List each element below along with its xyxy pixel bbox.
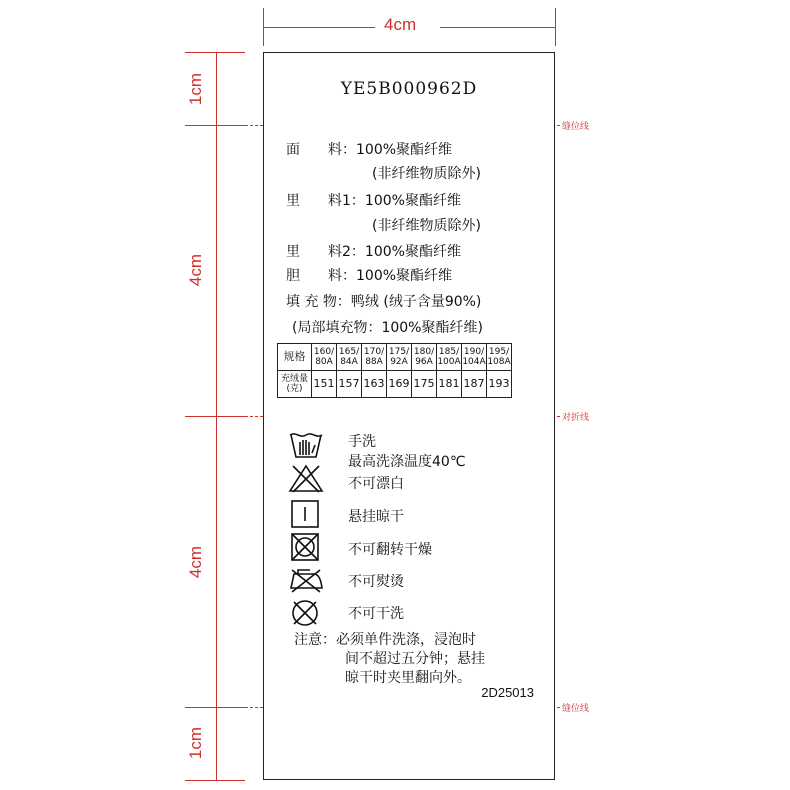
care-text-no-bleach: 不可漂白 <box>348 476 404 492</box>
composition-key: 里 料2： <box>286 244 365 260</box>
height-tick-fold <box>185 416 245 417</box>
size-header: 规格 <box>278 344 312 371</box>
size-cell: 170/ 88A <box>362 344 387 371</box>
composition-value: 鸭绒 (绒子含量90%) <box>350 294 482 310</box>
local-fill-note: (局部填充物：100%聚酯纤维) <box>292 320 483 336</box>
care-text-hand-wash: 手洗 <box>348 434 376 450</box>
composition-value: (非纤维物质除外) <box>372 166 481 182</box>
composition-key: 里 料1： <box>286 193 365 209</box>
care-text-no-dry-clean: 不可干洗 <box>348 606 404 622</box>
size-cell: 175/ 92A <box>387 344 412 371</box>
height-tick-seam1 <box>185 125 245 126</box>
size-cell: 165/ 84A <box>337 344 362 371</box>
composition-key: 胆 料： <box>286 268 356 284</box>
fill-weight-cell: 163 <box>362 371 387 398</box>
width-dim-right-tick <box>555 8 556 46</box>
fill-weight-row <box>278 371 512 398</box>
composition-row-2 <box>372 163 481 183</box>
composition-value: 100%聚酯纤维 <box>356 268 453 284</box>
height-tick-bottom <box>185 780 245 781</box>
no-dry-clean-icon <box>290 598 320 628</box>
width-dim-line-left <box>263 27 375 28</box>
composition-row-5 <box>286 241 461 261</box>
care-note-line: 间不超过五分钟；悬挂 <box>345 651 485 667</box>
composition-row-3 <box>286 190 461 210</box>
fill-weight-cell: 193 <box>487 371 512 398</box>
composition-row-6 <box>286 265 452 285</box>
size-fill-table <box>277 343 512 398</box>
size-cell: 185/ 100A <box>437 344 462 371</box>
fill-weight-cell: 151 <box>312 371 337 398</box>
care-text-no-iron: 不可熨烫 <box>348 574 404 590</box>
seam-line-bottom-label: 缝位线 <box>562 704 590 714</box>
care-text-line-dry: 悬挂晾干 <box>348 509 404 525</box>
composition-row-7 <box>286 291 481 311</box>
bottom-margin-label: 1cm <box>186 726 206 760</box>
care-note-line: 注意：必须单件洗涤，浸泡时 <box>294 632 476 648</box>
fill-weight-cell: 157 <box>337 371 362 398</box>
garment-care-label <box>263 52 555 780</box>
width-dim-line-right <box>440 27 555 28</box>
hand-wash-icon <box>288 429 324 459</box>
height-tick-top <box>185 52 245 53</box>
upper-section-label: 4cm <box>186 253 206 287</box>
fill-weight-cell: 175 <box>412 371 437 398</box>
composition-row-1 <box>286 139 452 159</box>
no-iron-icon <box>288 566 324 594</box>
fill-weight-cell: 169 <box>387 371 412 398</box>
care-note <box>294 631 485 688</box>
fill-weight-cell: 181 <box>437 371 462 398</box>
size-row <box>278 344 512 371</box>
top-margin-label: 1cm <box>186 72 206 106</box>
size-cell: 180/ 96A <box>412 344 437 371</box>
height-tick-seam2 <box>185 707 245 708</box>
fill-weight-header: 充绒量 (克) <box>278 371 312 398</box>
care-note-line: 晾干时夹里翻向外。 <box>345 670 471 686</box>
width-dim-label: 4cm <box>384 15 417 34</box>
size-cell: 195/ 108A <box>487 344 512 371</box>
care-text-max-temp: 最高洗涤温度40℃ <box>348 454 466 470</box>
style-code: YE5B000962D <box>340 79 478 99</box>
composition-row-4 <box>372 215 481 235</box>
composition-value: 100%聚酯纤维 <box>364 193 461 209</box>
lot-number: 2D25013 <box>481 685 534 700</box>
fill-weight-cell: 187 <box>462 371 487 398</box>
size-cell: 160/ 80A <box>312 344 337 371</box>
lower-section-label: 4cm <box>186 545 206 579</box>
composition-value: 100%聚酯纤维 <box>364 244 461 260</box>
seam-line-top-label: 缝位线 <box>562 122 590 132</box>
composition-value: (非纤维物质除外) <box>372 218 481 234</box>
fold-line-label: 对折线 <box>562 413 590 423</box>
line-dry-icon <box>290 499 320 529</box>
no-tumble-dry-icon <box>290 532 320 562</box>
composition-value: 100%聚酯纤维 <box>356 142 453 158</box>
composition-key: 填 充 物： <box>286 294 351 310</box>
no-bleach-icon <box>288 463 324 493</box>
care-text-no-tumble-dry: 不可翻转干燥 <box>348 542 432 558</box>
size-cell: 190/ 104A <box>462 344 487 371</box>
composition-key: 面 料： <box>286 142 356 158</box>
